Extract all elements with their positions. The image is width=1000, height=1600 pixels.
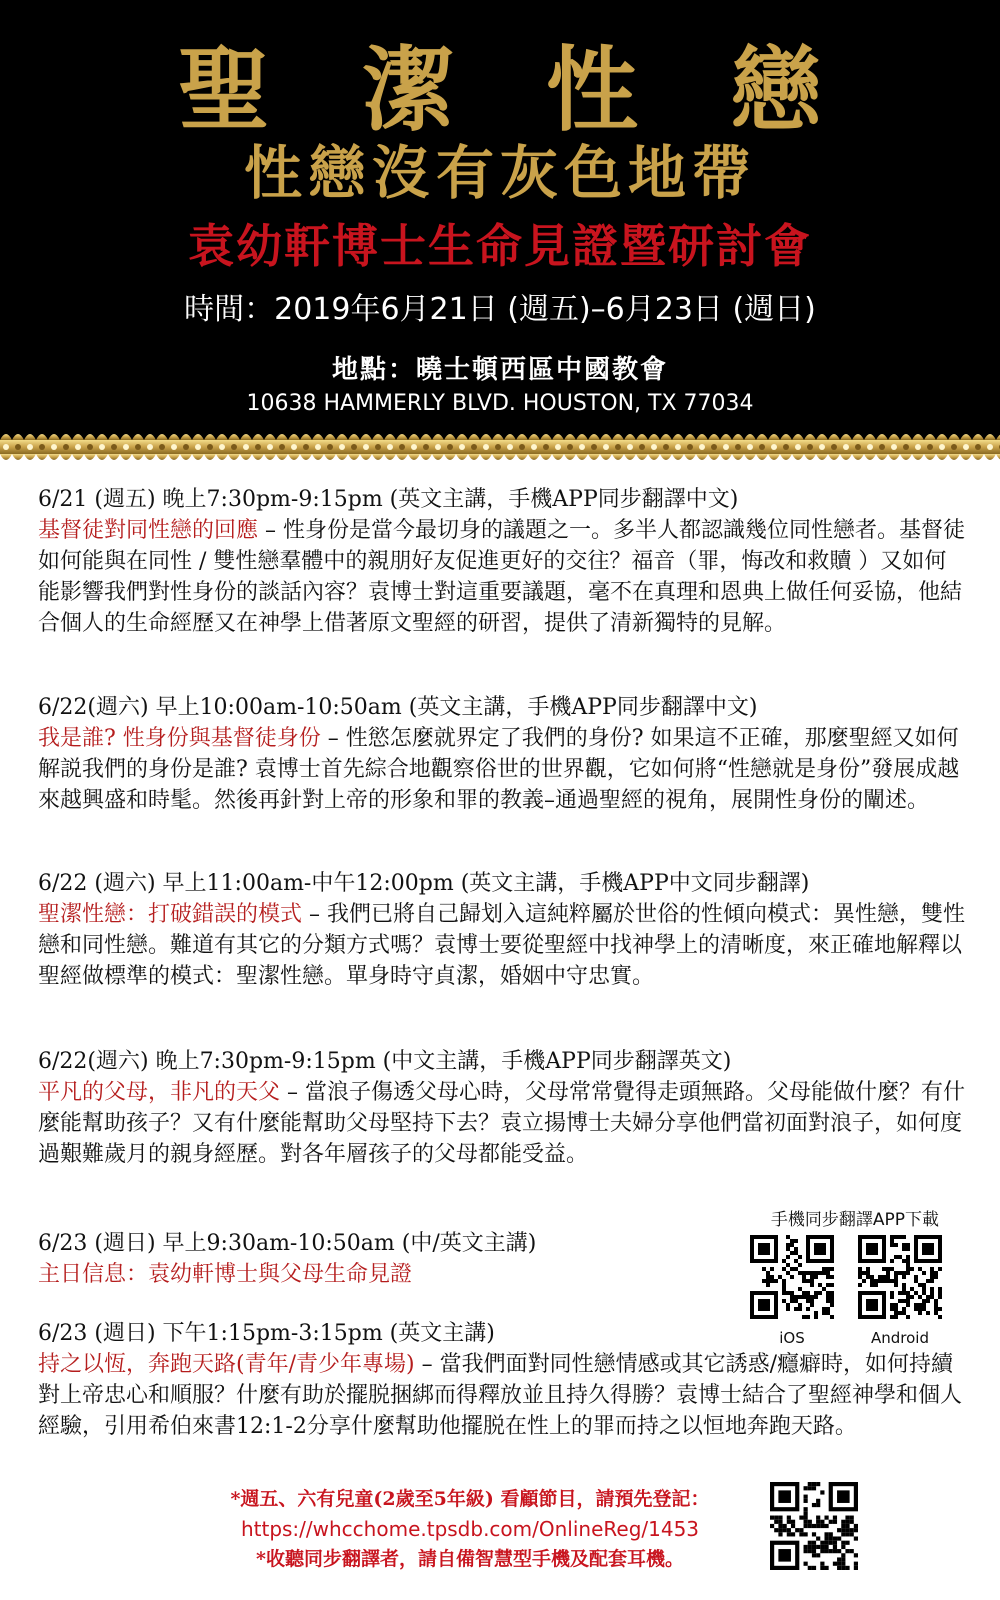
registration-qr-code-icon[interactable] — [770, 1482, 858, 1570]
session-title: 平凡的父母，非凡的天父 — [38, 1080, 281, 1105]
session-title: 主日信息：袁幼軒博士與父母生命見證 — [38, 1262, 413, 1287]
session-description: – 性身份是當今最切身的議題之一。多半人都認識幾位同性戀者。基督徒如何能與在同性 / 雙性戀羣體中的親朋好友促進更好的交往？福音（罪，悔改和救贖 ）又如何能影響我們對性身份的談話內容？袁博士對這重要議題，毫不在真理和恩典上做任何妥協，他結合個人的生命經歷又在神學上借著原文聖經的研習，提供了清新獨特的見解。 — [38, 518, 966, 636]
event-venue: 地點：曉士頓西區中國教會 — [331, 355, 668, 385]
translation-note: *收聽同步翻譯者，請自備智慧型手機及配套耳機。 — [256, 1548, 684, 1570]
event-time: 時間：2019年6月21日 (週五)–6月23日 (週日) — [184, 292, 816, 327]
session-time: 6/23 (週日) 早上9:30am-10:50am (中/英文主講) — [38, 1231, 537, 1256]
ios-qr-block — [750, 1235, 834, 1347]
session-3 — [38, 868, 968, 992]
header-banner — [0, 0, 1000, 440]
session-title: 持之以恆，奔跑天路(青年/青少年專場) — [38, 1352, 415, 1377]
registration-link[interactable]: https://whcchome.tpsdb.com/OnlineReg/1453 — [240, 1517, 700, 1541]
ios-label: iOS — [779, 1329, 805, 1347]
session-title: 我是誰? 性身份與基督徒身份 — [38, 726, 321, 751]
session-description: – 當浪子傷透父母心時，父母常常覺得走頭無路。父母能做什麼？有什麼能幫助孩子？又有什麼能幫助父母堅持下去？袁立揚博士夫婦分享他們當初面對浪子，如何度過艱難歲月的親身經歷。對各年層孩子的父母都能受益。 — [38, 1080, 966, 1167]
ios-qr-code-icon[interactable] — [750, 1235, 834, 1319]
childcare-note: *週五、六有兒童(2歲至5年級) 看顧節目，請預先登記： — [230, 1488, 710, 1510]
android-qr-code-icon[interactable] — [858, 1235, 942, 1319]
session-time: 6/23 (週日) 下午1:15pm-3:15pm (英文主講) — [38, 1321, 495, 1346]
session-description: – 當我們面對同性戀情感或其它誘惑/癮癖時，如何持續對上帝忠心和順服？什麼有助於擺脱捆綁而得釋放並且持久得勝？袁博士結合了聖經神學和個人經驗，引用希伯來書12:1-2分享什麼幫助他擺脱在性上的罪而持之以恒地奔跑天路。 — [38, 1352, 963, 1439]
session-title: 聖潔性戀：打破錯誤的模式 — [38, 902, 303, 927]
gold-lace-border — [0, 426, 1000, 470]
app-download-panel — [740, 1205, 970, 1347]
event-title: 袁幼軒博士生命見證暨研討會 — [188, 219, 812, 273]
session-title: 基督徒對同性戀的回應 — [38, 518, 259, 543]
event-address: 10638 HAMMERLY BLVD. HOUSTON, TX 77034 — [246, 391, 754, 416]
main-title: 聖 潔 性 戀 — [177, 36, 853, 144]
session-time: 6/22(週六) 晚上7:30pm-9:15pm (中文主講，手機APP同步翻譯英文) — [38, 1049, 732, 1074]
footer-notes — [160, 1484, 780, 1574]
session-description: – 性慾怎麼就界定了我們的身份? 如果這不正確，那麼聖經又如何解説我們的身份是誰? 袁博士首先綜合地觀察俗世的世界觀，它如何將“性戀就是身份”發展成越來越興盛和時髦。然後再針對上帝的形象和罪的教義–通過聖經的視角，展開性身份的闡述。 — [38, 726, 960, 813]
session-time: 6/22(週六) 早上10:00am-10:50am (英文主講，手機APP同步翻譯中文) — [38, 695, 758, 720]
app-download-caption: 手機同步翻譯APP下載 — [770, 1210, 940, 1230]
session-time: 6/21 (週五) 晚上7:30pm-9:15pm (英文主講，手機APP同步翻譯中文) — [38, 487, 739, 512]
session-5 — [38, 1228, 718, 1290]
session-2 — [38, 692, 968, 816]
android-label: Android — [871, 1329, 929, 1347]
android-qr-block — [858, 1235, 942, 1347]
session-time: 6/22 (週六) 早上11:00am-中午12:00pm (英文主講，手機APP中文同步翻譯) — [38, 871, 810, 896]
session-4 — [38, 1046, 968, 1170]
session-description: – 我們已將自己歸划入這純粹屬於世俗的性傾向模式：異性戀，雙性戀和同性戀。難道有其它的分類方式嗎？袁博士要從聖經中找神學上的清晰度，來正確地解釋以聖經做標準的模式：聖潔性戀。單身時守貞潔，婚姻中守忠實。 — [38, 902, 966, 989]
session-1 — [38, 484, 968, 639]
sub-title: 性戀沒有灰色地帶 — [243, 139, 756, 207]
